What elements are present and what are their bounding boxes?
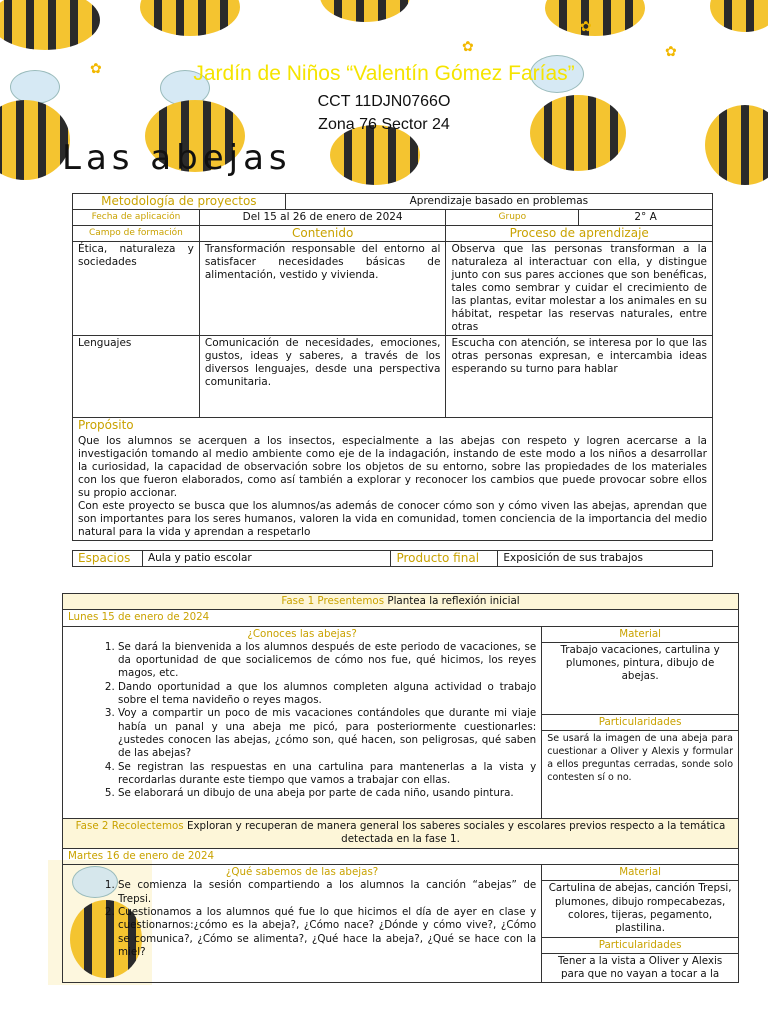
flower-icon: ✿ [580,19,592,35]
purpose-paragraph: Con este proyecto se busca que los alumnos/as además de conocer cómo son y cómo viven las abejas, aprendan que son importantes para los seres humanos, valoren la vida en comunidad, tomen conciencia de la importancia del medio natural para la vida y aprendan a respetarlo [78,500,707,538]
content-cell: Comunicación de necesidades, emociones, gustos, ideas y saberes, a través de los diversos lenguajes, desde una perspectiva comunitaria. [199,336,446,418]
day2-material: Cartulina de abejas, canción Trepsi, plumones, dibujo rompecabezas, colores, tijeras, pegamento, plastilina. [542,881,739,937]
spaces-label: Espacios [73,551,143,567]
plan-table [62,593,739,983]
list-item: 1. Se comienza la sesión compartiendo a los alumnos la canción “abejas” de Trepsi. [118,879,536,906]
phase2-label: Fase 2 Recolectemos [75,820,184,833]
day2-activities [63,865,542,983]
list-item: 1. Se dará la bienvenida a los alumnos después de este periodo de vacaciones, se da oportunidad de que socialicemos de cómo nos fue, qué hicimos, los reyes magos, etc. [118,641,536,681]
date-value: Del 15 al 26 de enero de 2024 [199,210,446,226]
phase2-text: Exploran y recuperan de manera general los saberes sociales y escolares previos respecto a la temática detectada en la fase 1. [183,820,726,846]
group-label: Grupo [446,210,579,226]
school-name: Jardín de Niños “Valentín Gómez Farías” [193,62,575,85]
day2-question: ¿Qué sabemos de las abejas? [225,866,379,879]
process-label: Proceso de aprendizaje [446,226,713,242]
flower-icon: ✿ [665,44,677,60]
day2-particularities: Tener a la vista a Oliver y Alexis para que no vayan a tocar a la [542,953,739,983]
phase2-row [63,819,739,849]
field-cell: Ética, naturaleza y sociedades [73,242,200,336]
list-item: 3. Voy a compartir un poco de mis vacaciones contándoles que durante mi viaje había un panal y una abeja me picó, para posteriormente cuestionarles: ¿ustedes conocen las abejas, ¿cómo son, qué hacen, son peligrosas, qué saben de las abejas? [118,707,536,760]
day1-date: Lunes 15 de enero de 2024 [63,610,739,626]
particularities-label: Particularidades [542,714,739,730]
purpose-label: Propósito [73,418,713,435]
list-item: 5. Se elaborará un dibujo de una abeja por parte de cada niño, usando pintura. [118,787,536,800]
process-cell: Escucha con atención, se interesa por lo que las otras personas expresan, e intercambia ideas esperando su turno para hablar [446,336,713,418]
bee-decoration-top-middle [320,0,420,30]
purpose-paragraph: Que los alumnos se acerquen a los insectos, especialmente a las abejas con respeto y logren acercarse a la investigación tomando al medio ambiente como eje de la indagación, instando de este modo a los niños a desarrollar la curiosidad, la capacidad de observación sobre los objetos de su entorno, sobre las propiedades de los materiales con los que fueron elaborados, como así también a explorar y reconocer los cambios que puede provocar sobre ellos su propio accionar. [78,435,707,499]
process-cell: Observa que las personas transforman a la naturaleza al interactuar con ella, y distingue junto con sus pares acciones que son benéficas, tales como sembrar y cuidar el crecimiento de las plantas, evitar molestar a los animales en su hábitat, respetar las reservas naturales, entre otras [446,242,713,336]
field-label: Campo de formación [73,226,200,242]
content-cell: Transformación responsable del entorno al satisfacer necesidades básicas de alimentación, vestido y vivienda. [199,242,446,336]
list-item: 4. Se registran las respuestas en una cartulina para mantenerlas a la vista y recordarlas durante este tiempo que vamos a trabajar con ellas. [118,761,536,788]
day1-material: Trabajo vacaciones, cartulina y plumones, pintura, dibujo de abejas. [542,642,739,714]
list-item: 2. Dando oportunidad a que los alumnos completen alguna actividad o trabajo sobre el tema navideño o reyes magos. [118,681,536,708]
flower-icon: ✿ [90,61,102,77]
day1-question: ¿Conoces las abejas? [247,627,357,640]
product-label: Producto final [391,551,498,567]
field-cell: Lenguajes [73,336,200,418]
phase1-text: Plantea la reflexión inicial [384,595,520,607]
page-title: Las abejas [62,138,292,178]
list-item: 2. Cuestionamos a los alumnos qué fue lo que hicimos el día de ayer en clase y cuestionarnos:¿cómo es la abeja?, ¿Cómo nace? ¿Dónde y cómo vive?, ¿Cómo se comunica?, ¿Cómo se alimenta?, ¿Qué hace la abeja?, ¿Qué se hace con la miel? [118,906,536,959]
school-cct: CCT 11DJN0766O [317,93,451,110]
day2-date: Martes 16 de enero de 2024 [63,848,739,864]
group-value: 2° A [579,210,713,226]
spaces-table [72,550,713,567]
bee-decoration-top-right [545,0,655,40]
school-zone: Zona 76 Sector 24 [318,116,450,133]
bee-decoration-top-center [140,0,250,40]
methodology-label: Metodología de proyectos [73,194,286,210]
purpose-text [73,434,713,541]
flower-icon: ✿ [462,39,474,55]
day1-list [68,641,536,801]
spaces-value: Aula y patio escolar [142,551,390,567]
day1-particularities: Se usará la imagen de una abeja para cuestionar a Oliver y Alexis y formular a ellos preguntas cerradas, sonde solo contesten sí o no. [542,731,739,819]
phase1-label: Fase 1 Presentemos [281,595,385,607]
day1-activities [63,626,542,819]
material-label: Material [542,626,739,642]
bee-decoration-corner-right [710,0,768,40]
material-label: Material [542,865,739,881]
phase1-row [63,594,739,610]
bee-decoration-top-left [0,0,130,60]
project-table [72,193,713,541]
product-value: Exposición de sus trabajos [498,551,713,567]
content-label: Contenido [199,226,446,242]
particularities-label: Particularidades [542,937,739,953]
date-label: Fecha de aplicación [73,210,200,226]
methodology-value: Aprendizaje basado en problemas [285,194,712,210]
day2-list [68,879,536,959]
